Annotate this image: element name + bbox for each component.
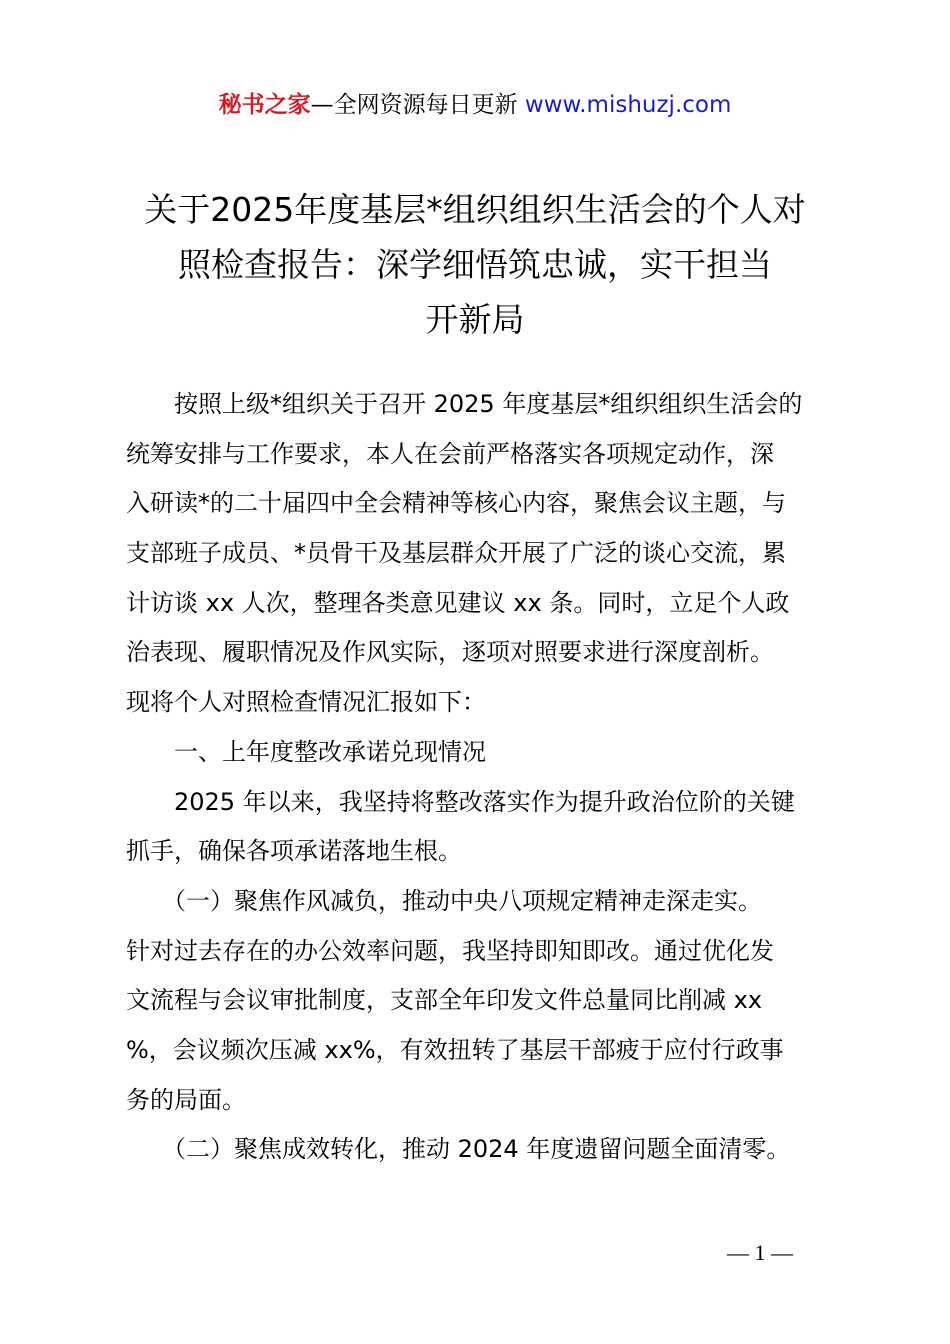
section-heading: 一、上年度整改承诺兑现情况: [126, 737, 486, 766]
body-line: 计访谈 xx 人次，整理各类意见建议 xx 条。同时，立足个人政: [126, 588, 790, 617]
body-line: 文流程与会议审批制度，支部全年印发文件总量同比削减 xx: [126, 986, 763, 1015]
document-body: [126, 380, 834, 1175]
site-url-link[interactable]: www.mishuzj.com: [524, 92, 732, 118]
document-title: [110, 182, 840, 347]
body-line: 现将个人对照检查情况汇报如下：: [126, 688, 486, 717]
body-line: 务的局面。: [126, 1085, 246, 1114]
body-line: 针对过去存在的办公效率问题，我坚持即知即改。通过优化发: [126, 936, 774, 965]
body-line: %，会议频次压减 xx%，有效扭转了基层干部疲于应付行政事: [126, 1035, 784, 1064]
title-line-2: 照检查报告：深学细悟筑忠诚，实干担当: [178, 245, 772, 284]
title-line-1: 关于2025年度基层*组织组织生活会的个人对: [144, 190, 806, 229]
body-line: 按照上级*组织关于召开 2025 年度基层*组织组织生活会的: [126, 390, 803, 418]
page-number: — 1 —: [727, 1240, 793, 1265]
body-line: 支部班子成员、*员骨干及基层群众开展了广泛的谈心交流，累: [126, 539, 786, 568]
brand-name: 秘书之家: [218, 92, 311, 118]
body-line: 2025 年以来，我坚持将整改落实作为提升政治位阶的关键: [126, 787, 795, 816]
body-line: 统筹安排与工作要求，本人在会前严格落实各项规定动作，深: [126, 439, 774, 468]
banner-slogan: —全网资源每日更新: [310, 92, 525, 118]
body-line: 抓手，确保各项承诺落地生根。: [126, 837, 462, 866]
body-line: 入研读*的二十届四中全会精神等核心内容，聚焦会议主题，与: [126, 489, 786, 518]
body-line: 治表现、履职情况及作风实际，逐项对照要求进行深度剖析。: [126, 638, 774, 667]
site-banner: [0, 88, 950, 122]
subsection-heading: （二）聚焦成效转化，推动 2024 年度遗留问题全面清零。: [126, 1135, 791, 1164]
title-line-3: 开新局: [425, 300, 525, 339]
subsection-heading: （一）聚焦作风减负，推动中央八项规定精神走深走实。: [126, 886, 762, 915]
